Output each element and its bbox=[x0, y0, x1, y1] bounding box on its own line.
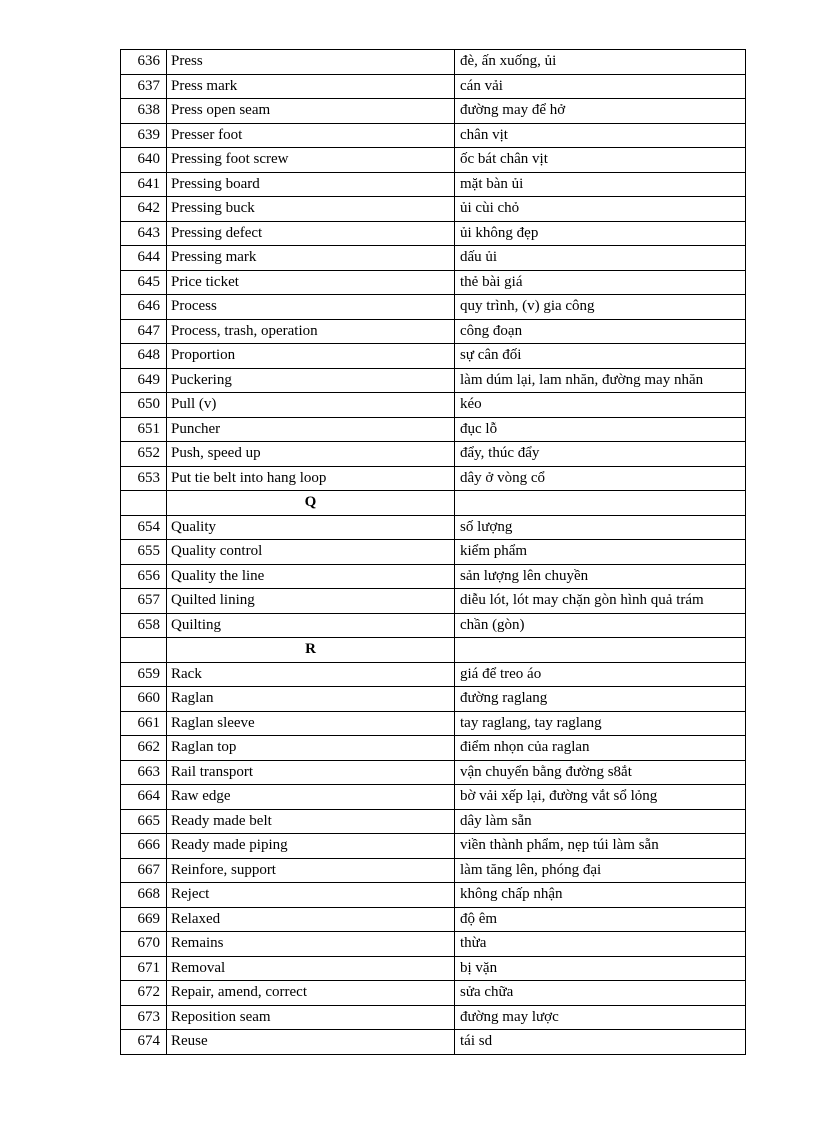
section-letter: R bbox=[167, 638, 455, 663]
vietnamese-translation: dấu ủi bbox=[455, 246, 746, 271]
vietnamese-translation: độ êm bbox=[455, 907, 746, 932]
entry-number: 673 bbox=[121, 1005, 167, 1030]
table-row bbox=[121, 589, 746, 614]
table-row bbox=[121, 1005, 746, 1030]
english-term: Process, trash, operation bbox=[167, 319, 455, 344]
vietnamese-translation: điểm nhọn của raglan bbox=[455, 736, 746, 761]
entry-number: 660 bbox=[121, 687, 167, 712]
entry-number: 641 bbox=[121, 172, 167, 197]
vietnamese-translation: vận chuyển bằng đường s8ắt bbox=[455, 760, 746, 785]
english-term: Put tie belt into hang loop bbox=[167, 466, 455, 491]
english-term: Reposition seam bbox=[167, 1005, 455, 1030]
entry-number: 666 bbox=[121, 834, 167, 859]
entry-number: 667 bbox=[121, 858, 167, 883]
english-term: Pressing defect bbox=[167, 221, 455, 246]
english-term: Ready made piping bbox=[167, 834, 455, 859]
entry-number: 668 bbox=[121, 883, 167, 908]
english-term: Reject bbox=[167, 883, 455, 908]
english-term: Press open seam bbox=[167, 99, 455, 124]
table-row bbox=[121, 956, 746, 981]
vietnamese-translation: giá để treo áo bbox=[455, 662, 746, 687]
table-row bbox=[121, 368, 746, 393]
english-term: Pressing foot screw bbox=[167, 148, 455, 173]
vietnamese-translation: chần (gòn) bbox=[455, 613, 746, 638]
entry-number: 650 bbox=[121, 393, 167, 418]
vietnamese-translation: làm dúm lại, lam nhăn, đường may nhăn bbox=[455, 368, 746, 393]
table-row bbox=[121, 932, 746, 957]
entry-number: 636 bbox=[121, 50, 167, 75]
vietnamese-translation: công đoạn bbox=[455, 319, 746, 344]
vietnamese-translation: ủi cùi chỏ bbox=[455, 197, 746, 222]
entry-number: 656 bbox=[121, 564, 167, 589]
entry-number: 669 bbox=[121, 907, 167, 932]
glossary-table bbox=[120, 49, 746, 1055]
english-term: Raglan sleeve bbox=[167, 711, 455, 736]
vietnamese-translation: sản lượng lên chuyền bbox=[455, 564, 746, 589]
english-term: Quilting bbox=[167, 613, 455, 638]
entry-number: 640 bbox=[121, 148, 167, 173]
table-row bbox=[121, 834, 746, 859]
english-term: Puncher bbox=[167, 417, 455, 442]
english-term: Pressing mark bbox=[167, 246, 455, 271]
table-row bbox=[121, 393, 746, 418]
section-empty-cell bbox=[455, 638, 746, 663]
table-row bbox=[121, 736, 746, 761]
vietnamese-translation: ủi không đẹp bbox=[455, 221, 746, 246]
english-term: Press bbox=[167, 50, 455, 75]
vietnamese-translation: quy trình, (v) gia công bbox=[455, 295, 746, 320]
entry-number: 646 bbox=[121, 295, 167, 320]
table-row bbox=[121, 883, 746, 908]
vietnamese-translation: đè, ấn xuống, ủi bbox=[455, 50, 746, 75]
table-row bbox=[121, 711, 746, 736]
table-row bbox=[121, 319, 746, 344]
vietnamese-translation: tay raglang, tay raglang bbox=[455, 711, 746, 736]
vietnamese-translation: chân vịt bbox=[455, 123, 746, 148]
table-row bbox=[121, 246, 746, 271]
table-row bbox=[121, 1030, 746, 1055]
table-row bbox=[121, 221, 746, 246]
table-row bbox=[121, 295, 746, 320]
english-term: Reinfore, support bbox=[167, 858, 455, 883]
table-row bbox=[121, 442, 746, 467]
vietnamese-translation: dây ở vòng cổ bbox=[455, 466, 746, 491]
table-row bbox=[121, 270, 746, 295]
vietnamese-translation: đường raglang bbox=[455, 687, 746, 712]
entry-number: 658 bbox=[121, 613, 167, 638]
entry-number: 643 bbox=[121, 221, 167, 246]
english-term: Push, speed up bbox=[167, 442, 455, 467]
entry-number: 655 bbox=[121, 540, 167, 565]
entry-number: 653 bbox=[121, 466, 167, 491]
table-row bbox=[121, 662, 746, 687]
english-term: Presser foot bbox=[167, 123, 455, 148]
english-term: Relaxed bbox=[167, 907, 455, 932]
english-term: Pull (v) bbox=[167, 393, 455, 418]
english-term: Press mark bbox=[167, 74, 455, 99]
entry-number: 654 bbox=[121, 515, 167, 540]
section-letter: Q bbox=[167, 491, 455, 516]
entry-number: 638 bbox=[121, 99, 167, 124]
entry-number: 652 bbox=[121, 442, 167, 467]
entry-number: 639 bbox=[121, 123, 167, 148]
entry-number: 670 bbox=[121, 932, 167, 957]
english-term: Raw edge bbox=[167, 785, 455, 810]
table-row bbox=[121, 344, 746, 369]
entry-number: 662 bbox=[121, 736, 167, 761]
entry-number: 645 bbox=[121, 270, 167, 295]
english-term: Removal bbox=[167, 956, 455, 981]
vietnamese-translation: đục lỗ bbox=[455, 417, 746, 442]
vietnamese-translation: cán vải bbox=[455, 74, 746, 99]
table-row bbox=[121, 540, 746, 565]
vietnamese-translation: đường may lược bbox=[455, 1005, 746, 1030]
entry-number: 674 bbox=[121, 1030, 167, 1055]
vietnamese-translation: sửa chữa bbox=[455, 981, 746, 1006]
vietnamese-translation: viền thành phẩm, nẹp túi làm sẵn bbox=[455, 834, 746, 859]
section-number-cell bbox=[121, 638, 167, 663]
english-term: Rail transport bbox=[167, 760, 455, 785]
vietnamese-translation: làm tăng lên, phóng đại bbox=[455, 858, 746, 883]
entry-number: 663 bbox=[121, 760, 167, 785]
entry-number: 659 bbox=[121, 662, 167, 687]
entry-number: 664 bbox=[121, 785, 167, 810]
table-row bbox=[121, 564, 746, 589]
table-row bbox=[121, 785, 746, 810]
table-row bbox=[121, 466, 746, 491]
section-empty-cell bbox=[455, 491, 746, 516]
table-row bbox=[121, 907, 746, 932]
entry-number: 647 bbox=[121, 319, 167, 344]
entry-number: 657 bbox=[121, 589, 167, 614]
table-row bbox=[121, 417, 746, 442]
section-header-row bbox=[121, 491, 746, 516]
table-row bbox=[121, 858, 746, 883]
table-row bbox=[121, 809, 746, 834]
vietnamese-translation: kiểm phẩm bbox=[455, 540, 746, 565]
entry-number: 672 bbox=[121, 981, 167, 1006]
vietnamese-translation: tái sd bbox=[455, 1030, 746, 1055]
entry-number: 637 bbox=[121, 74, 167, 99]
vietnamese-translation: đường may để hở bbox=[455, 99, 746, 124]
english-term: Quality bbox=[167, 515, 455, 540]
vietnamese-translation: không chấp nhận bbox=[455, 883, 746, 908]
table-row bbox=[121, 99, 746, 124]
english-term: Quality control bbox=[167, 540, 455, 565]
english-term: Reuse bbox=[167, 1030, 455, 1055]
table-row bbox=[121, 760, 746, 785]
english-term: Repair, amend, correct bbox=[167, 981, 455, 1006]
english-term: Ready made belt bbox=[167, 809, 455, 834]
entry-number: 649 bbox=[121, 368, 167, 393]
table-row bbox=[121, 197, 746, 222]
english-term: Pressing buck bbox=[167, 197, 455, 222]
entry-number: 642 bbox=[121, 197, 167, 222]
english-term: Raglan top bbox=[167, 736, 455, 761]
english-term: Process bbox=[167, 295, 455, 320]
table-row bbox=[121, 50, 746, 75]
table-row bbox=[121, 74, 746, 99]
entry-number: 648 bbox=[121, 344, 167, 369]
section-header-row bbox=[121, 638, 746, 663]
english-term: Quilted lining bbox=[167, 589, 455, 614]
table-row bbox=[121, 123, 746, 148]
english-term: Rack bbox=[167, 662, 455, 687]
vietnamese-translation: mặt bàn ủi bbox=[455, 172, 746, 197]
table-row bbox=[121, 172, 746, 197]
vietnamese-translation: sự cân đối bbox=[455, 344, 746, 369]
english-term: Remains bbox=[167, 932, 455, 957]
vietnamese-translation: số lượng bbox=[455, 515, 746, 540]
vietnamese-translation: thừa bbox=[455, 932, 746, 957]
entry-number: 661 bbox=[121, 711, 167, 736]
vietnamese-translation: diễu lót, lót may chặn gòn hình quả trám bbox=[455, 589, 746, 614]
vietnamese-translation: thẻ bài giá bbox=[455, 270, 746, 295]
vietnamese-translation: bị vặn bbox=[455, 956, 746, 981]
english-term: Proportion bbox=[167, 344, 455, 369]
entry-number: 644 bbox=[121, 246, 167, 271]
table-row bbox=[121, 981, 746, 1006]
english-term: Pressing board bbox=[167, 172, 455, 197]
entry-number: 671 bbox=[121, 956, 167, 981]
section-number-cell bbox=[121, 491, 167, 516]
english-term: Raglan bbox=[167, 687, 455, 712]
table-row bbox=[121, 515, 746, 540]
entry-number: 665 bbox=[121, 809, 167, 834]
english-term: Quality the line bbox=[167, 564, 455, 589]
table-row bbox=[121, 613, 746, 638]
vietnamese-translation: dây làm sẵn bbox=[455, 809, 746, 834]
english-term: Price ticket bbox=[167, 270, 455, 295]
glossary-body bbox=[121, 50, 746, 1055]
entry-number: 651 bbox=[121, 417, 167, 442]
vietnamese-translation: đẩy, thúc đẩy bbox=[455, 442, 746, 467]
vietnamese-translation: bờ vải xếp lại, đường vắt sổ lỏng bbox=[455, 785, 746, 810]
vietnamese-translation: ốc bát chân vịt bbox=[455, 148, 746, 173]
vietnamese-translation: kéo bbox=[455, 393, 746, 418]
table-row bbox=[121, 687, 746, 712]
table-row bbox=[121, 148, 746, 173]
english-term: Puckering bbox=[167, 368, 455, 393]
